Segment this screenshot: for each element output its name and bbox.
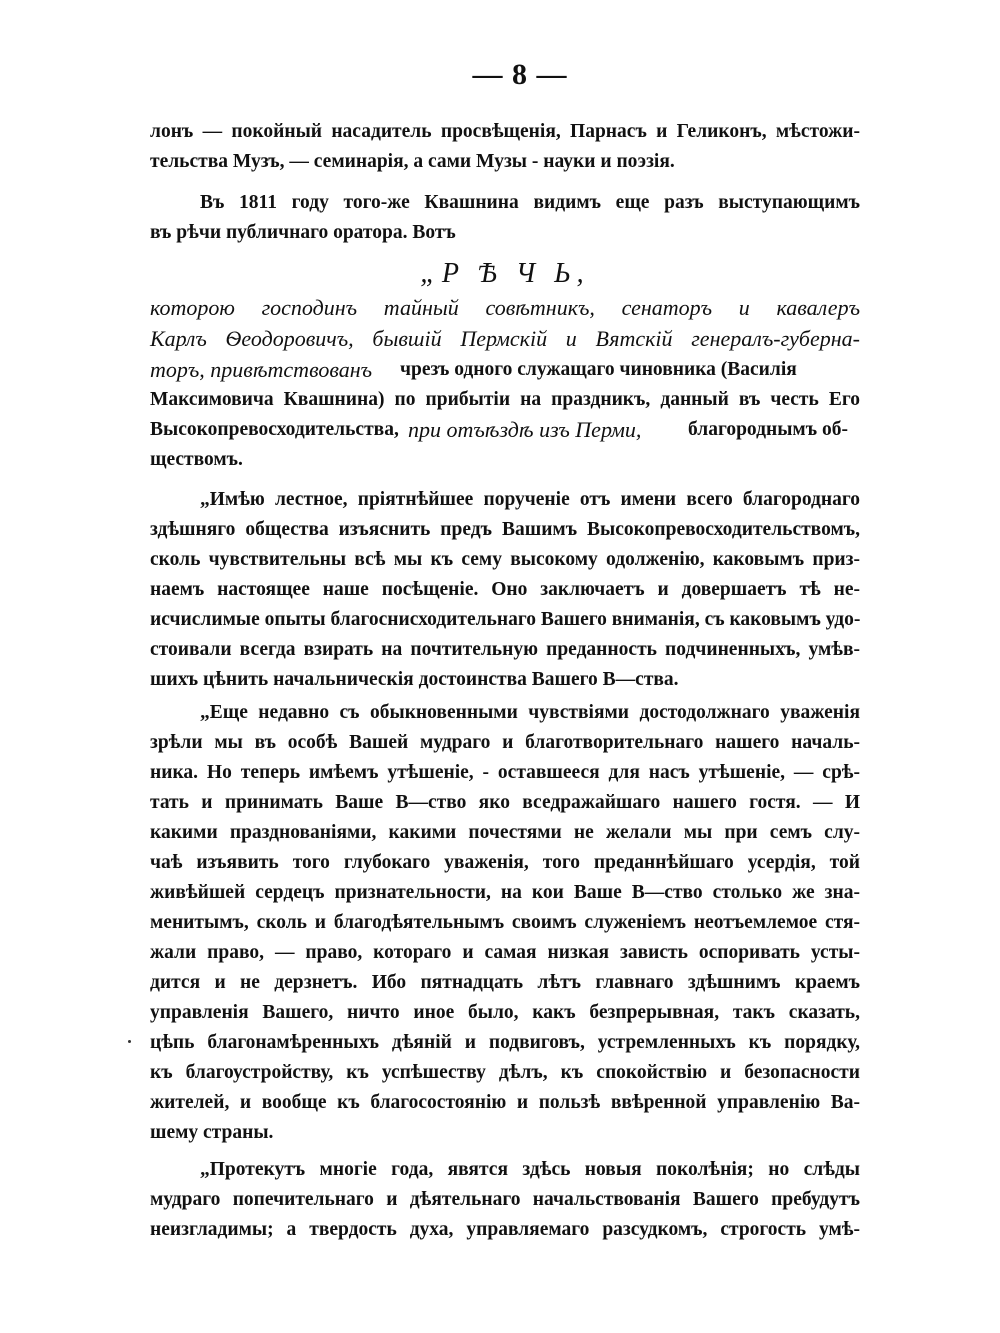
text-span: чрезъ одного служащаго чиновника (Василія — [400, 359, 797, 380]
text-line: менитымъ, сколь и благодѣятельнымъ своимъ служеніемъ неотъемлемое стя- — [150, 912, 860, 933]
text-line: ника. Но теперь имѣемъ утѣшеніе, - оставшееся для насъ утѣшеніе, — срѣ- — [150, 762, 860, 783]
text-line: сколь чувствительны всѣ мы къ сему высокому одолженію, каковымъ приз- — [150, 549, 860, 570]
text-line: жали право, — право, котораго и самая низкая зависть оспоривать усты- — [150, 942, 860, 963]
text-line: жителей, и вообще къ благосостоянію и пользѣ ввѣренной управленію Ва- — [150, 1092, 860, 1113]
text-line: тельства Музъ, — семинарія, а сами Музы - науки и поэзія. — [150, 151, 675, 172]
text-line: „Протекутъ многіе года, явятся здѣсь новыя поколѣнія; но слѣды — [200, 1159, 860, 1180]
text-line: которою господинъ тайный совѣтникъ, сенаторъ и кавалеръ — [150, 295, 860, 320]
text-span: торъ, привѣтствованъ — [150, 357, 373, 382]
text-line — [150, 355, 860, 385]
text-line: Въ 1811 году того-же Квашнина видимъ еще разъ выступающимъ — [200, 192, 860, 213]
text-line: неизгладимы; а твердость духа, управляемаго разсудкомъ, строгость умѣ- — [150, 1219, 860, 1240]
page-number: — 8 — — [472, 58, 568, 91]
text-line: шихъ цѣнить начальническія достоинства Вашего В—ства. — [150, 669, 679, 690]
text-line: „Имѣю лестное, пріятнѣйшее порученіе отъ имени всего благороднаго — [200, 489, 860, 510]
text-line: стоивали всегда взирать на почтительную преданность подчиненныхъ, умѣв- — [150, 639, 860, 660]
text-line: „Еще недавно съ обыкновенными чувствіями достодолжнаго уваженія — [200, 702, 860, 723]
text-line: къ благоустройству, къ успѣшеству дѣлъ, къ спокойствію и безопасности — [150, 1062, 860, 1083]
text-line: управленія Вашего, ничто иное было, какъ безпрерывная, такъ сказать, — [150, 1002, 860, 1023]
text-span: при отъѣздѣ изъ Перми, — [408, 417, 642, 442]
ink-speck — [128, 1040, 131, 1043]
text-line: чаѣ изъявить того глубокаго уваженія, того преданнѣйшаго усердія, той — [150, 852, 860, 873]
text-line: Максимовича Квашнина) по прибытіи на праздникъ, данный въ честь Его — [150, 389, 860, 410]
text-line: Карлъ Ѳеодоровичъ, бывшій Пермскій и Вятскій генералъ-губерна- — [150, 326, 860, 351]
text-span: благороднымъ об- — [688, 419, 848, 440]
text-line: шему страны. — [150, 1122, 274, 1143]
text-line — [150, 415, 860, 445]
text-line: наемъ настоящее наше посѣщеніе. Оно заключаетъ и довершаетъ тѣ не- — [150, 579, 860, 600]
text-line: исчислимые опыты благоснисходительнаго Вашего вниманія, съ каковымъ удо- — [150, 609, 861, 630]
text-line: лонъ — покойный насадитель просвѣщенія, Парнасъ и Геликонъ, мѣстожи- — [150, 121, 860, 142]
text-line: зрѣли мы въ особѣ Вашей мудраго и благотворительнаго нашего началь- — [150, 732, 860, 753]
text-line: цѣпь благонамѣренныхъ дѣяній и подвиговъ, устремленныхъ къ порядку, — [150, 1032, 860, 1053]
text-line: здѣшняго общества изъяснить предъ Вашимъ Высокопревосходительствомъ, — [150, 519, 860, 540]
text-span: Высокопревосходительства, — [150, 419, 399, 440]
speech-title: „Р Ѣ Ч Ь, — [420, 258, 590, 289]
text-line: живѣйшей сердецъ признательности, на кои Ваше В—ство столько же зна- — [150, 882, 860, 903]
text-line: какими празднованіями, какими почестями не желали мы при семъ слу- — [150, 822, 860, 843]
text-line: тать и принимать Ваше В—ство яко вседражайшаго нашего гостя. — И — [150, 792, 860, 813]
text-line: ществомъ. — [150, 449, 243, 470]
text-line: въ рѣчи публичнаго оратора. Вотъ — [150, 222, 456, 243]
text-line: дится и не дерзнетъ. Ибо пятнадцать лѣтъ главнаго здѣшнимъ краемъ — [150, 972, 860, 993]
text-line: мудраго попечительнаго и дѣятельнаго начальствованія Вашего пребудутъ — [150, 1189, 860, 1210]
